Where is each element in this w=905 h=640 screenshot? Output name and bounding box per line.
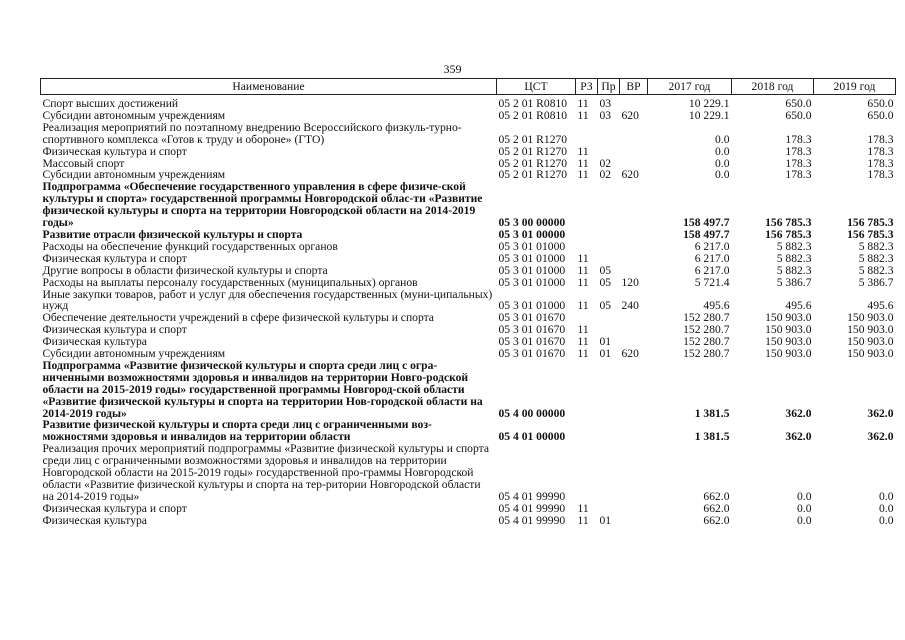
cell-vr: 620	[621, 168, 639, 182]
cell-cst: 05 3 01 01000	[498, 275, 566, 289]
cell-pr: 02	[599, 156, 612, 170]
cell-2018: 0.0	[797, 489, 812, 503]
cell-vr: 240	[621, 299, 639, 313]
cell-2018: 0.0	[797, 513, 812, 527]
cell-vr	[620, 360, 648, 420]
cell-2019: 5 386.7	[858, 275, 894, 289]
cell-2017: 662.0	[703, 489, 730, 503]
cell-2017: 152 280.7	[683, 311, 730, 325]
cell-pr	[598, 419, 620, 443]
cell-cst: 05 2 01 R1270	[498, 156, 568, 170]
cell-pr: 05	[599, 263, 612, 277]
cell-2019: 362.0	[867, 406, 894, 420]
cell-2019: 5 882.3	[858, 263, 894, 277]
cell-name: Субсидии автономным учреждениям	[42, 347, 226, 361]
cell-2019: 178.3	[867, 132, 894, 146]
cell-pr	[598, 443, 620, 503]
cell-pr	[598, 181, 620, 229]
cell-2018: 178.3	[785, 156, 812, 170]
cell-pr: 05	[599, 275, 612, 289]
budget-table	[40, 78, 896, 527]
cell-vr	[620, 181, 648, 229]
cell-2017: 6 217.0	[694, 239, 730, 253]
cell-cst: 05 3 01 01670	[498, 335, 566, 349]
cell-2018: 178.3	[785, 168, 812, 182]
table-row	[41, 265, 896, 277]
cell-pr	[598, 229, 620, 241]
cell-2019: 178.3	[867, 168, 894, 182]
cell-vr	[620, 324, 648, 336]
cell-cst: 05 3 01 01000	[498, 299, 566, 313]
cell-name: Физическая культура и спорт	[42, 501, 187, 515]
cell-name: Субсидии автономным учреждениям	[42, 108, 226, 122]
cell-2017: 1 381.5	[694, 430, 730, 444]
cell-rz: 11	[577, 347, 589, 361]
cell-name: Реализация мероприятий по поэтапному внедрению Всероссийского физкуль-турно-спортивного комплекса «Готов к труду и обороне» (ГТО)	[42, 120, 462, 146]
table-body	[41, 98, 896, 527]
cell-2017: 0.0	[715, 144, 730, 158]
cell-2017: 152 280.7	[683, 335, 730, 349]
cell-2019: 178.3	[867, 144, 894, 158]
cell-rz	[576, 122, 598, 146]
cell-2019: 5 882.3	[858, 239, 894, 253]
cell-vr	[620, 265, 648, 277]
cell-2019: 0.0	[879, 501, 894, 515]
cell-rz	[576, 229, 598, 241]
cell-rz: 11	[577, 323, 589, 337]
cell-rz	[576, 241, 598, 253]
header-2019: 2019 год	[814, 79, 896, 95]
cell-cst: 05 4 01 00000	[498, 430, 566, 444]
cell-name: Расходы на обеспечение функций государственных органов	[42, 239, 338, 253]
cell-name: Субсидии автономным учреждениям	[42, 168, 226, 182]
cell-vr	[620, 253, 648, 265]
cell-rz: 11	[577, 263, 589, 277]
cell-2018: 150 903.0	[765, 323, 812, 337]
cell-name: Физическая культура	[42, 335, 147, 349]
table-header	[41, 79, 896, 99]
cell-2017: 10 229.1	[688, 108, 730, 122]
cell-pr	[598, 360, 620, 420]
cell-rz: 11	[577, 335, 589, 349]
cell-vr	[620, 443, 648, 503]
page-number: 359	[443, 62, 462, 76]
cell-2019: 150 903.0	[847, 347, 894, 361]
cell-2017: 0.0	[715, 156, 730, 170]
cell-2017: 152 280.7	[683, 347, 730, 361]
cell-name: Расходы на выплаты персоналу государственных (муниципальных) органов	[42, 275, 418, 289]
cell-2018: 5 882.3	[776, 239, 812, 253]
cell-pr	[598, 253, 620, 265]
cell-cst: 05 3 01 01670	[498, 323, 566, 337]
cell-vr	[620, 122, 648, 146]
cell-2017: 158 497.7	[683, 227, 730, 241]
cell-vr	[620, 146, 648, 158]
cell-name: Подпрограмма «Обеспечение государственного управления в сфере физиче-ской культуры и спорта» государственной программы Новгородской облас-ти «Развитие физической культуры и спорта на территории Новгородской области на 2014-2019 годы»	[42, 180, 483, 230]
table-row	[41, 360, 896, 420]
cell-cst: 05 3 01 01000	[498, 239, 566, 253]
cell-name: Реализация прочих мероприятий подпрограммы «Развитие физической культуры и спорта среди лиц с ограниченными возможностями здоровья и инвалидов на территории Новгородской области на 2015-2019 годы» государственной про-граммы Новгородской области «Развитие физической культуры и спорта на тер-ритории Новгородской области на 2014-2019 годы»	[42, 442, 489, 503]
cell-2019: 0.0	[879, 489, 894, 503]
cell-2017: 158 497.7	[683, 216, 730, 230]
table-row	[41, 503, 896, 515]
cell-2018: 650.0	[785, 97, 812, 110]
header-2017: 2017 год	[648, 79, 732, 95]
cell-pr: 05	[599, 299, 612, 313]
cell-cst: 05 3 01 01000	[498, 251, 566, 265]
cell-2019: 150 903.0	[847, 311, 894, 325]
cell-2018: 362.0	[785, 430, 812, 444]
table-row	[41, 515, 896, 527]
table-row	[41, 253, 896, 265]
cell-2018: 0.0	[797, 501, 812, 515]
cell-name: Физическая культура и спорт	[42, 144, 187, 158]
header-row	[41, 79, 896, 95]
cell-pr	[598, 241, 620, 253]
cell-pr: 01	[599, 513, 612, 527]
cell-2018: 495.6	[785, 299, 812, 313]
cell-2018: 150 903.0	[765, 335, 812, 349]
cell-rz	[576, 360, 598, 420]
header-name: Наименование	[41, 79, 497, 95]
table-row	[41, 277, 896, 289]
cell-2019: 156 785.3	[847, 227, 894, 241]
cell-2018: 156 785.3	[765, 216, 812, 230]
cell-pr: 01	[599, 335, 612, 349]
cell-rz: 11	[577, 97, 589, 110]
cell-vr	[620, 503, 648, 515]
cell-2017: 152 280.7	[683, 323, 730, 337]
cell-pr	[598, 122, 620, 146]
cell-pr	[598, 146, 620, 158]
cell-name: Физическая культура	[42, 513, 147, 527]
cell-2018: 150 903.0	[765, 311, 812, 325]
cell-rz: 11	[577, 251, 589, 265]
cell-2018: 5 882.3	[776, 263, 812, 277]
cell-cst: 05 3 01 00000	[498, 227, 566, 241]
cell-2018: 5 882.3	[776, 251, 812, 265]
cell-2017: 6 217.0	[694, 263, 730, 277]
cell-rz	[576, 419, 598, 443]
cell-2019: 5 882.3	[858, 251, 894, 265]
cell-rz: 11	[577, 513, 589, 527]
cell-vr	[620, 241, 648, 253]
cell-cst: 05 2 01 R0810	[498, 108, 568, 122]
cell-rz: 11	[577, 275, 589, 289]
table-row	[41, 181, 896, 229]
cell-cst: 05 3 01 01670	[498, 311, 566, 325]
cell-name: Подпрограмма «Развитие физической культуры и спорта среди лиц с огра-ниченными возможностями здоровья и инвалидов на территории Новго-родской области на 2015-2019 годы» государственной программы Новгород-ской области «Развитие физической культуры и спорта на территории Нов-городской области на 2014-2019 годы»	[42, 358, 483, 420]
table-row	[41, 122, 896, 146]
table-row	[41, 443, 896, 503]
header-rz: РЗ	[576, 79, 598, 95]
cell-2017: 5 721.4	[694, 275, 730, 289]
cell-name: Развитие физической культуры и спорта среди лиц с ограниченными воз-можностями здоровья и инвалидов на территории области	[42, 418, 432, 444]
header-2018: 2018 год	[732, 79, 814, 95]
cell-2019: 362.0	[867, 430, 894, 444]
cell-name: Массовый спорт	[42, 156, 125, 170]
cell-pr	[598, 312, 620, 324]
cell-2018: 178.3	[785, 144, 812, 158]
cell-2019: 650.0	[867, 97, 894, 110]
cell-cst: 05 4 00 00000	[498, 406, 566, 420]
header-pr: Пр	[598, 79, 620, 95]
cell-vr	[620, 515, 648, 527]
cell-cst: 05 4 01 99990	[498, 513, 566, 527]
table-row	[41, 146, 896, 158]
cell-cst: 05 3 01 01670	[498, 347, 566, 361]
cell-2018: 362.0	[785, 406, 812, 420]
cell-vr	[620, 312, 648, 324]
cell-rz: 11	[577, 501, 589, 515]
cell-2018: 150 903.0	[765, 347, 812, 361]
cell-2017: 6 217.0	[694, 251, 730, 265]
cell-name: Другие вопросы в области физической культуры и спорта	[42, 263, 328, 277]
cell-cst: 05 2 01 R1270	[498, 144, 568, 158]
cell-name: Спорт высших достижений	[42, 97, 179, 110]
cell-name: Иные закупки товаров, работ и услуг для обеспечения государственных (муни-ципальных) нужд	[42, 287, 493, 313]
cell-2019: 495.6	[867, 299, 894, 313]
cell-2017: 10 229.1	[688, 97, 730, 110]
cell-pr: 03	[599, 108, 612, 122]
cell-cst: 05 3 01 01000	[498, 263, 566, 277]
cell-pr: 03	[599, 97, 612, 110]
cell-rz: 11	[577, 108, 589, 122]
cell-2019: 150 903.0	[847, 335, 894, 349]
cell-rz	[576, 181, 598, 229]
cell-vr	[620, 229, 648, 241]
table-row	[41, 289, 896, 313]
cell-cst: 05 3 00 00000	[498, 216, 566, 230]
cell-rz: 11	[577, 299, 589, 313]
cell-vr: 620	[621, 108, 639, 122]
cell-rz	[576, 443, 598, 503]
cell-2017: 662.0	[703, 513, 730, 527]
cell-pr	[598, 503, 620, 515]
cell-name: Физическая культура и спорт	[42, 323, 187, 337]
cell-cst: 05 2 01 R1270	[498, 132, 568, 146]
cell-vr	[620, 419, 648, 443]
table-row	[41, 241, 896, 253]
cell-pr: 02	[599, 168, 612, 182]
cell-cst: 05 4 01 99990	[498, 501, 566, 515]
cell-2019: 650.0	[867, 108, 894, 122]
header-cst: ЦСТ	[497, 79, 576, 95]
table-row	[41, 419, 896, 443]
cell-2019: 178.3	[867, 156, 894, 170]
cell-2018: 650.0	[785, 108, 812, 122]
cell-2017: 0.0	[715, 168, 730, 182]
cell-name: Физическая культура и спорт	[42, 251, 187, 265]
cell-pr: 01	[599, 347, 612, 361]
cell-rz: 11	[577, 144, 589, 158]
cell-rz: 11	[577, 156, 589, 170]
header-vr: ВР	[620, 79, 648, 95]
cell-name: Развитие отрасли физической культуры и спорта	[42, 227, 303, 241]
cell-2019: 0.0	[879, 513, 894, 527]
cell-vr: 620	[621, 347, 639, 361]
cell-2017: 495.6	[703, 299, 730, 313]
cell-rz: 11	[577, 168, 589, 182]
cell-cst: 05 2 01 R1270	[498, 168, 568, 182]
cell-2019: 150 903.0	[847, 323, 894, 337]
cell-name: Обеспечение деятельности учреждений в сфере физической культуры и спорта	[42, 311, 434, 325]
cell-cst: 05 2 01 R0810	[498, 97, 568, 110]
cell-2019: 156 785.3	[847, 216, 894, 230]
cell-2018: 156 785.3	[765, 227, 812, 241]
cell-2017: 1 381.5	[694, 406, 730, 420]
cell-2017: 662.0	[703, 501, 730, 515]
cell-2018: 178.3	[785, 132, 812, 146]
cell-2018: 5 386.7	[776, 275, 812, 289]
cell-cst: 05 4 01 99990	[498, 489, 566, 503]
cell-vr: 120	[621, 275, 639, 289]
cell-2017: 0.0	[715, 132, 730, 146]
